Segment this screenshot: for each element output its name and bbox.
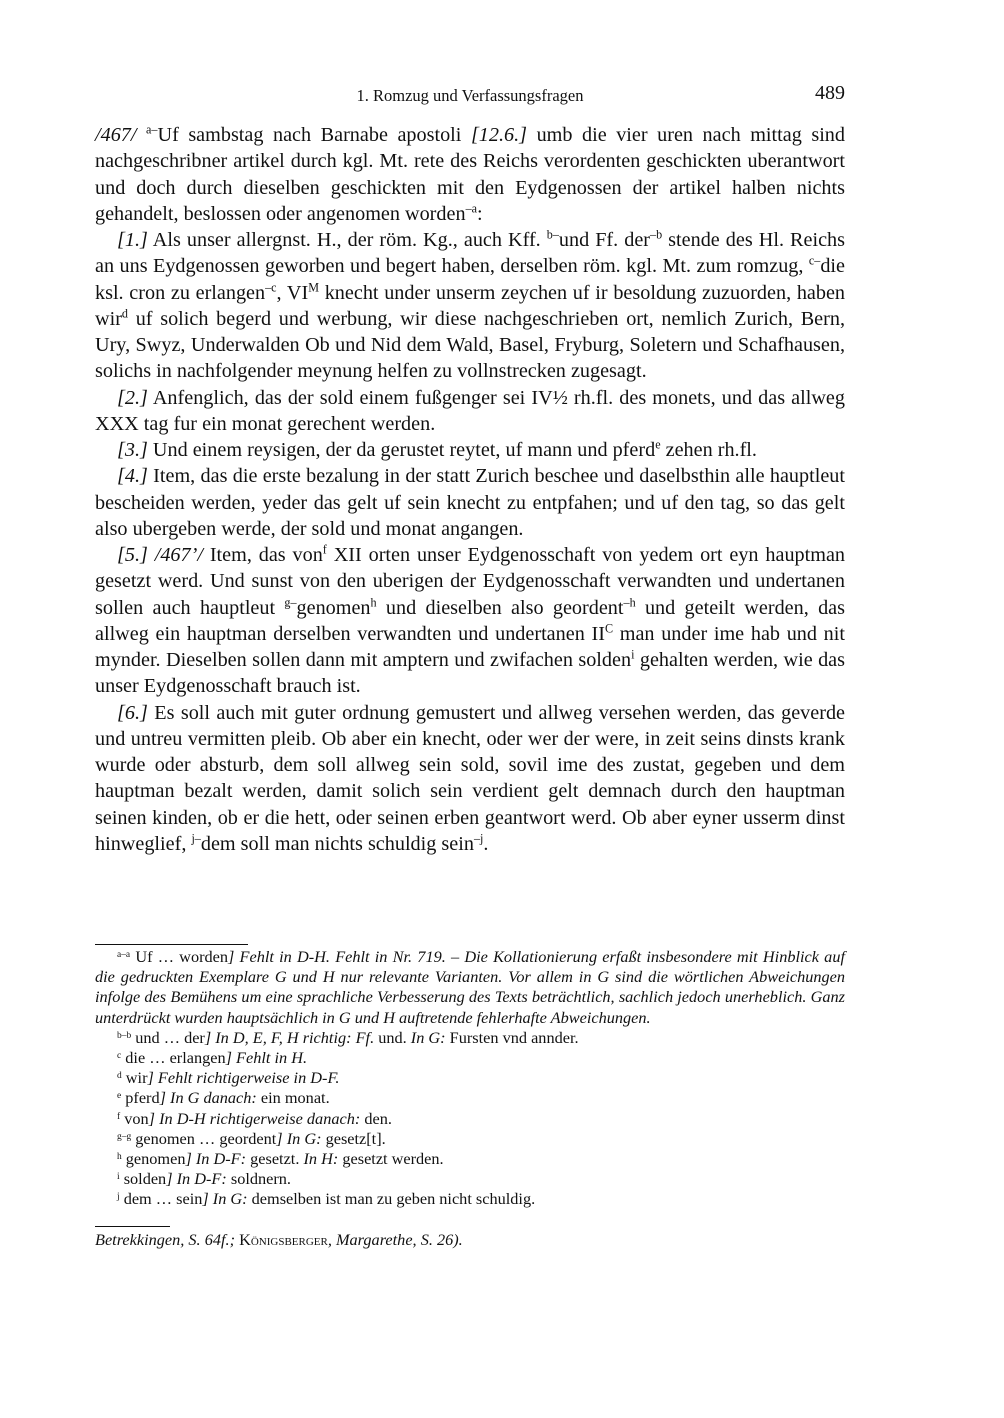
footnote-text: genomen … geordent [131, 1128, 277, 1148]
note-marker: f [117, 1111, 121, 1122]
footnote-text: ] In D-F: [185, 1149, 247, 1169]
paragraph [95, 463, 845, 542]
note-marker: –h [623, 595, 636, 610]
paragraph-text: genomen [296, 596, 371, 619]
footnote-text: solden [119, 1169, 167, 1189]
note-marker: f [322, 542, 327, 557]
note-marker: b–b [117, 1030, 132, 1041]
footnote-divider [95, 944, 248, 945]
note-marker: C [604, 621, 614, 636]
paragraph-text: Und einem reysigen, der da gerustet reytet, uf mann und pferd [147, 439, 656, 461]
footnote [95, 1149, 845, 1169]
continued-note-divider [95, 1226, 170, 1227]
paragraph [95, 122, 845, 227]
footnote-text: ] In G danach: [159, 1088, 257, 1108]
page-number: 489 [815, 82, 845, 104]
footnote-text: gesetz[t]. [321, 1128, 386, 1148]
continued-note-text: , Margarethe, S. 26). [327, 1230, 463, 1249]
paragraph-text: knecht under unserm zeychen uf ir besoldung zuzuorden, haben wir [95, 281, 846, 330]
note-marker: a–a [117, 949, 131, 960]
note-marker: –j [473, 831, 484, 846]
paragraph-text: : [477, 202, 483, 225]
note-marker: g– [284, 595, 297, 610]
footnote-text: ] In D, E, F, H richtig: Ff. [204, 1027, 375, 1047]
footnote [95, 1169, 845, 1189]
footnote-text: In H: [303, 1149, 339, 1169]
paragraph-text: stende des Hl. Reichs an uns Eydgenossen geworben und begert haben, derselben röm. kgl. Mt. zum romzug, [95, 229, 845, 278]
footnote-text: und … der [131, 1027, 205, 1047]
note-marker: e [655, 437, 661, 452]
main-text [95, 122, 845, 857]
paragraph-text: . [483, 832, 489, 855]
footnote [95, 1028, 845, 1048]
paragraph [95, 385, 845, 438]
paragraph-text: dem soll man nichts schuldig sein [200, 832, 474, 855]
note-marker: b– [546, 227, 559, 242]
note-marker: c– [808, 253, 821, 268]
footnotes [95, 947, 845, 1210]
footnote [95, 1189, 845, 1209]
continued-note [95, 1230, 845, 1250]
note-marker: a– [146, 122, 158, 137]
paragraph-text: die ksl. cron zu erlangen [95, 255, 845, 304]
paragraph-text [137, 124, 147, 146]
footnote-text: soldnern. [226, 1169, 292, 1189]
footnote-text: ] In G: [202, 1189, 248, 1209]
paragraph-text: [1.] [117, 229, 148, 251]
footnote [95, 1129, 845, 1149]
note-marker: d [117, 1071, 122, 1082]
paragraph-text: Item, das die erste bezalung in der statt Zurich beschee und daselbsthin alle hauptleut bescheiden werden, yeder das gelt uf sein knecht zu entpfahen; und uf den tag, so das gelt also ubergeben werde, der sold und monat angangen. [95, 465, 845, 540]
footnote-text: pferd [121, 1088, 160, 1108]
note-marker: i [117, 1172, 120, 1183]
paragraph [95, 542, 845, 700]
paragraph-text: [12.6.] [470, 124, 528, 146]
paragraph-text: umb die vier uren nach mittag sind nachgeschribner artikel durch kgl. Mt. rete des Reichs verordenten geschickten uberantwort und doch durch dieselben geschickten mit den Eydgenossen der artikel halben nichts gehandelt, beslossen oder angenomen worden [95, 124, 845, 225]
footnote-text: von [120, 1108, 149, 1128]
footnote-text: gesetzt werden. [338, 1149, 444, 1169]
note-marker: h [370, 595, 377, 610]
footnote [95, 1048, 845, 1068]
note-marker: j– [191, 831, 201, 846]
paragraph-text: [6.] [117, 701, 148, 724]
note-marker: c [117, 1050, 122, 1061]
footnote-text: demselben ist man zu geben nicht schuldig. [247, 1189, 536, 1209]
paragraph [95, 700, 845, 858]
footnote [95, 1109, 845, 1129]
paragraph-text: Es soll auch mit guter ordnung gemustert und allweg versehen werden, das geverde und untreu vermitten pleib. Ob aber ein knecht, oder wer der were, in zeit seins dinsts krank wurde oder absturb, dem soll allweg sein sold, sovil ime des zustat, gegeben und dem hauptman bezalt werden, damit solich sein verdient gelt demnach durch den hauptman seinen kinden, ob er die hett, oder seinen erben geantwort werd. Ob aber eyner usserm dinst hinweglief, [95, 701, 845, 855]
running-header [95, 82, 845, 108]
running-title: 1. Romzug und Verfassungsfragen [356, 86, 584, 105]
footnote-text: ] In D-H richtigerweise danach: [148, 1108, 361, 1128]
note-marker: g–g [117, 1131, 132, 1142]
note-marker: d [121, 306, 128, 321]
paragraph-text: und dieselben also geordent [376, 596, 624, 619]
footnote-text: die … erlangen [121, 1048, 226, 1068]
footnote-text: und. [374, 1027, 411, 1047]
footnote-text: ein monat. [256, 1088, 330, 1108]
paragraph-text: Uf sambstag nach Barnabe apostoli [157, 124, 471, 146]
paragraph-text: [5.] /467’/ [117, 544, 203, 566]
paragraph-text: [2.] [117, 386, 148, 409]
paragraph [95, 437, 845, 463]
paragraph-text: und Ff. der [558, 229, 651, 251]
footnote-text: genomen [121, 1149, 186, 1169]
footnote-text: dem … sein [119, 1189, 203, 1209]
paragraph-text: [3.] [117, 439, 148, 461]
paragraph-text: Als unser allergnst. H., der röm. Kg., auch Kff. [147, 229, 547, 251]
footnote-text: wir [121, 1068, 148, 1088]
paragraph-text: und geteilt werden, das allweg ein hauptman derselben verwandten und undertanen II [95, 596, 845, 645]
paragraph-text: , VI [276, 281, 309, 304]
footnote-text: den. [360, 1108, 392, 1128]
footnote-text: In G: [410, 1027, 446, 1047]
paragraph-text: /467/ [95, 124, 137, 146]
footnote [95, 1068, 845, 1088]
note-marker: j [117, 1192, 120, 1203]
paragraph-text: uf solich begerd und werbung, wir diese nachgeschrieben ort, nemlich Zurich, Bern, Ury, Swyz, Underwalden Ob und Nid dem Wald, Basel, Fryburg, Soletern und Schafhausen, solichs in nachfolgender meynung helfen zu vollnstrecken zugesagt. [95, 307, 845, 383]
footnote-text: Uf … worden [130, 947, 229, 966]
footnote-text: gesetzt. [246, 1149, 304, 1169]
footnote [95, 1088, 845, 1108]
footnote-text: ] In G: [276, 1128, 322, 1148]
footnote-text: ] In D-F: [166, 1169, 227, 1189]
footnote [95, 947, 845, 1028]
paragraph-text: Anfenglich, das der sold einem fußgenger sei IV½ rh.fl. des monets, und das allweg XXX tag fur ein monat gerechent werden. [95, 386, 845, 435]
note-marker: h [117, 1151, 122, 1162]
note-marker: M [308, 280, 320, 295]
footnote-text: ] Fehlt richtigerweise in D-F. [147, 1068, 340, 1088]
footnote-text: Fursten vnd annder. [445, 1027, 579, 1047]
footnote-text: ] Fehlt in D-H. Fehlt in Nr. 719. – Die Kollationierung erfaßt insbesondere mit Hinblick auf die gedruckten Exemplare G und H nur relevante Varianten. Vor allem in G sind die wörtlichen Abweichungen infolge des Bemühens um eine sprachliche Verbesserung des Texts beträchtlich, sachlich jedoch unerheblich. Ganz unterdrückt wurden hauptsächlich in G und H auftretende fehlerhafte Abweichungen. [95, 947, 845, 1027]
paragraph-text: [4.] [117, 465, 148, 488]
paragraph [95, 227, 845, 385]
continued-note-text: Betrekkingen, S. 64f.; [95, 1230, 240, 1249]
paragraph-text: man under ime hab und nit mynder. Dieselben sollen dann mit amptern und zwifachen solden [95, 622, 845, 671]
paragraph-text: gehalten werden, wie das unser Eydgenosschaft brauch ist. [95, 649, 845, 698]
paragraph-text: zehen rh.fl. [660, 439, 757, 461]
paragraph-text: Item, das von [202, 544, 323, 566]
continued-note-text: Königsberger [239, 1230, 328, 1249]
note-marker: i [631, 647, 635, 662]
note-marker: –b [650, 227, 663, 242]
note-marker: –a [465, 201, 477, 216]
note-marker: e [117, 1091, 122, 1102]
footnote-text: ] Fehlt in H. [225, 1048, 308, 1068]
note-marker: –c [265, 280, 277, 295]
paragraph-text: XII orten unser Eydgenosschaft von yedem ort eyn hauptman gesetzt werd. Und sunst von den uberigen der Eydgenosschaft verwandten und undertanen sollen auch hauptleut [95, 544, 845, 619]
